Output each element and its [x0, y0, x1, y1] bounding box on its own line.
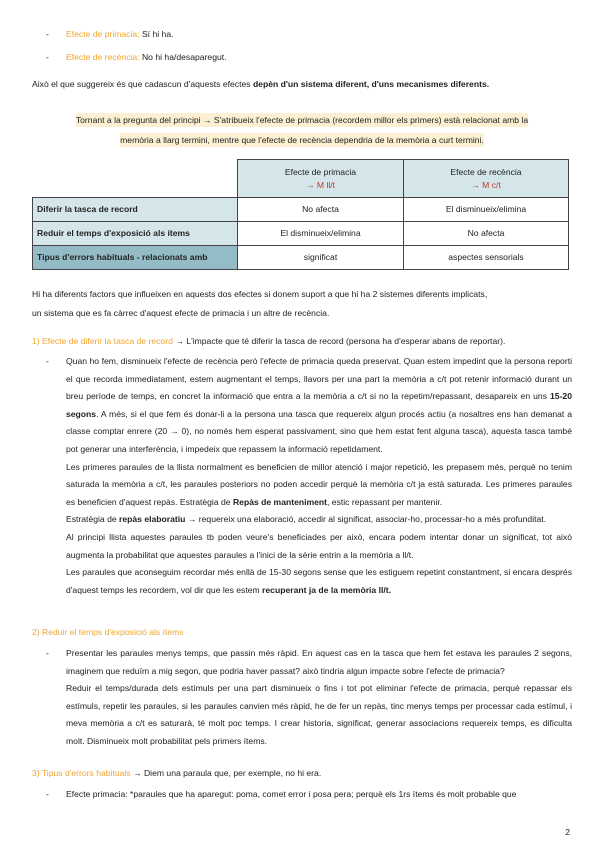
- section-1-p4: Al principi llista aquestes paraules tb poden veure's beneficiades per això, encara podem intentar donar un significat, tot això augmenta la probabilitat que aquestes paraules a l'inici de la sèrie entrin a la memòria a ll/t.: [66, 531, 572, 560]
- text: Les paraules que aconseguim recordar més enllà de 15-30 segons sense que les estiguem repetint constantment, si encara després d'aquest temps les recordem, vol dir que les estem: [66, 567, 572, 595]
- table-row: [33, 222, 569, 246]
- cell-primacy: El disminueix/elimina: [238, 222, 404, 246]
- cell-recency: No afecta: [404, 222, 569, 246]
- suggest-text: Això el que suggereix és que cadascun d'aquests efectes: [32, 79, 253, 89]
- section-2-heading: [32, 626, 572, 640]
- section-1-body: [32, 353, 572, 599]
- row-label: Reduir el temps d'exposició als ítems: [33, 222, 238, 246]
- table-corner: [33, 160, 238, 198]
- text-bold: 15-20 segons: [66, 391, 572, 419]
- section-2-p2: Reduir el temps/durada dels estímuls per una part disminueix o fins i tot pot eliminar l'efecte de primacia, perquè repassar els estímuls, repetir les paraules, si les paraules canvien més ràpid, he de fer un repàs, tinc menys temps per processar cada estímul, i meva memòria a c/t es saturarà, té molt poc temps. I crear historia, significat, generar associacions requereix temps, es dificulta molt. Disminueix molt probabilitat pels primers ítems.: [66, 683, 572, 746]
- suggest-paragraph: [32, 78, 572, 92]
- header-primacy-sub: → M ll/t: [305, 179, 336, 190]
- section-subtitle: → L'impacte que té diferir la tasca de record (persona ha d'esperar abans de reportar).: [172, 336, 506, 346]
- header-recency-sub: → M c/t: [471, 179, 501, 190]
- section-1-heading: [32, 335, 572, 349]
- factors-line-1: Hi ha diferents factors que influeixen en aquests dos efectes si donem suport a que hi ha 2 sistemes diferents implicats,: [32, 289, 488, 299]
- section-3-body: [32, 786, 572, 804]
- section-1-p5: [66, 564, 572, 599]
- bullet-text: No hi ha/desaparegut.: [141, 52, 227, 62]
- header-primacy-title: Efecte de primacia: [284, 166, 357, 177]
- section-1-p3: [66, 511, 572, 529]
- section-1-p2: [66, 459, 572, 512]
- section-3-p1: - Efecte primacia: *paraules que ha aparegut: poma, comet error i posa pera; perquè els 1rs ítems és molt probable que: [66, 789, 517, 799]
- text-bold: recuperant ja de la memòria ll/t.: [262, 584, 391, 595]
- table-row: [33, 198, 569, 222]
- cell-recency: El disminueix/elimina: [404, 198, 569, 222]
- highlight-block: [32, 110, 572, 150]
- header-primacy: [238, 160, 404, 198]
- section-title: 3) Tipus d'errors habituals: [32, 768, 131, 778]
- text: . A més, si el que fem és donar-li a la persona una tasca que requereix algun procés actiu (a nosaltres ens han demanat a classe comptar enrere (20 → 0), no només hem esperat passivament, sino que hem estat fent alguna tasca), aquesta tasca també pot generar una interferència, i impedeix que repassem la informació repetidament.: [66, 408, 572, 454]
- cell-primacy: No afecta: [238, 198, 404, 222]
- cell-recency: aspectes sensorials: [404, 246, 569, 270]
- comparison-table: [32, 159, 569, 270]
- text: Estratègia de: [66, 514, 120, 525]
- text-bold: repàs elaboratiu: [119, 514, 186, 525]
- section-2-p1: - Presentar les paraules menys temps, que passin més ràpid. En aquest cas en la tasca que hem fet estava les paraules 2 segons, imaginem que reduïm a mig segon, que podria haver passat? això tindria algun impacte sobre l'efecte de primacia?: [66, 648, 572, 676]
- text-bold: Repàs de manteniment: [232, 496, 328, 507]
- bullet-label: Efecte de primacia:: [66, 29, 140, 39]
- bullet-text: Sí hi ha.: [141, 29, 174, 39]
- page-number: 2: [565, 827, 570, 837]
- row-label: Diferir la tasca de record: [33, 198, 238, 222]
- section-1-p1: [66, 353, 572, 459]
- section-3-heading: [32, 767, 572, 781]
- header-recency-title: Efecte de recència: [450, 166, 522, 177]
- highlight-line-1: Tornant a la pregunta del principi → S'atribueix l'efecte de primacia (recordem millor els primers) està relacionat amb la: [75, 115, 529, 125]
- text: Les primeres paraules de la llista normalment es beneficien de millor atenció i major repetició, les prepasem més, perquè no tenim saturada la memòria a c/t, les paraules posteriors no poden accedir perquè la memòria c/t ja està saturada. Les primeres paraules es beneficien d'aquest repàs. Estratègia de: [66, 461, 572, 507]
- table-header-row: [33, 160, 569, 198]
- bullet-primacy: [32, 28, 173, 42]
- section-title: 2) Reduir el temps d'exposició als ítems: [32, 627, 184, 637]
- section-2-body: [32, 645, 572, 751]
- text: , estic repassant per mantenir.: [327, 496, 443, 507]
- highlight-line-2: memòria a llarg termini, mentre que l'efecte de recència dependria de la memòria a curt termini.: [120, 135, 484, 145]
- factors-paragraph: [32, 285, 572, 323]
- row-label: Tipus d'errors habituals - relacionats amb: [33, 246, 238, 270]
- section-title: 1) Efecte de diferir la tasca de record: [32, 336, 173, 346]
- text: → requereix una elaboració, accedir al significat, associar-ho, processar-ho a més profunditat.: [185, 514, 547, 525]
- factors-line-2: un sistema que es fa càrrec d'aquest efecte de primacia i un altre de recència.: [32, 308, 330, 318]
- section-subtitle: → Diem una paraula que, per exemple, no hi era.: [130, 768, 322, 778]
- cell-primacy: significat: [238, 246, 404, 270]
- bullet-label: Efecte de recència:: [66, 52, 140, 62]
- table-row: [33, 246, 569, 270]
- header-recency: [404, 160, 569, 198]
- text: Quan ho fem, disminueix l'efecte de recència però l'efecte de primacia queda preservat. Quan estem impedint que la persona reporti el que recorda immediatament, estem augmentant el temps, llavors per una part la memòria a c/t pot retenir informació durant un breu període de temps, en concret la informació que entra a la memòria a c/t si no la repetim/repassant, desapareix en uns: [66, 356, 572, 402]
- bullet-recency: [32, 51, 227, 65]
- suggest-bold: depèn d'un sistema diferent, d'uns mecanismes diferents.: [252, 79, 490, 89]
